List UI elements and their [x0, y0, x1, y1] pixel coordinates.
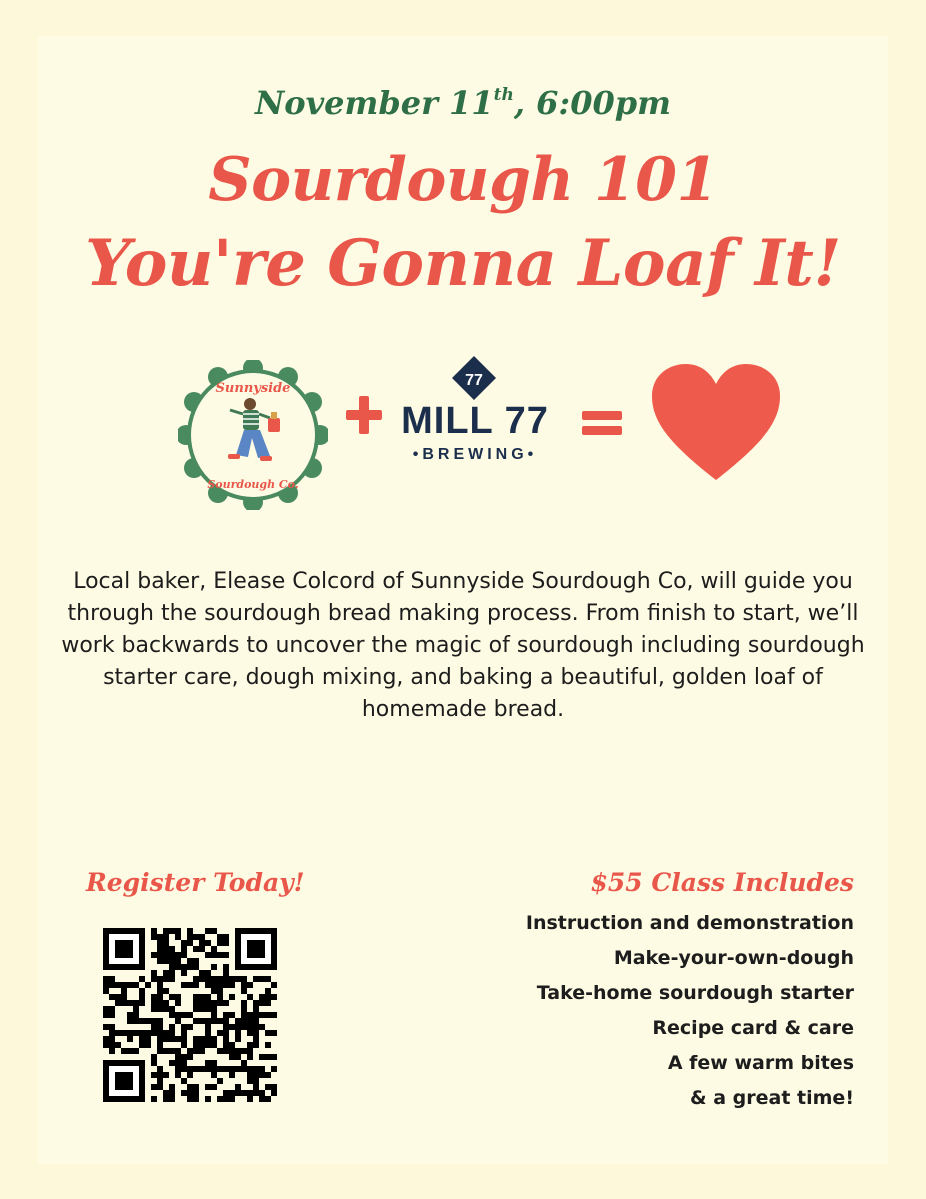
- heart-icon: [650, 362, 782, 482]
- qr-code[interactable]: [103, 928, 277, 1102]
- includes-list: [526, 906, 854, 1116]
- date-main: November 11: [254, 84, 494, 122]
- includes-item: & a great time!: [690, 1087, 854, 1109]
- mill-subtitle: •BREWING•: [412, 446, 538, 463]
- includes-item: Instruction and demonstration: [525, 912, 854, 934]
- includes-item: Make-your-own-dough: [613, 947, 854, 969]
- sunnyside-sourdough-logo: [178, 360, 328, 510]
- mill-name: MILL 77: [401, 400, 549, 442]
- register-heading: Register Today!: [86, 868, 305, 897]
- event-date: [0, 84, 926, 122]
- mill77-badge-icon: [450, 356, 498, 400]
- equals-icon: [578, 408, 626, 438]
- includes-item: Recipe card & care: [652, 1017, 854, 1039]
- includes-item: Take-home sourdough starter: [536, 982, 854, 1004]
- title-line-2: You're Gonna Loaf It!: [85, 226, 841, 301]
- includes-heading: $55 Class Includes: [590, 868, 854, 897]
- includes-item: A few warm bites: [667, 1052, 854, 1074]
- date-time: , 6:00pm: [513, 84, 671, 122]
- mill-badge-text: 77: [465, 372, 483, 389]
- plus-icon: [343, 390, 385, 440]
- logo-word-sourdough: Sourdough Co.: [207, 478, 299, 491]
- logo-word-sunnyside: Sunnyside: [215, 381, 291, 396]
- title-line-1: Sourdough 101: [208, 145, 718, 215]
- mill77-brewing-logo: [395, 356, 555, 476]
- date-suffix: th: [493, 85, 514, 106]
- event-description: Local baker, Elease Colcord of Sunnyside Sourdough Co, will guide you through the sourdough bread making process. From finish to start, we’ll work backwards to uncover the magic of sourdough including sourdough starter care, dough mixing, and baking a beautiful, golden loaf of homemade bread.: [61, 569, 865, 722]
